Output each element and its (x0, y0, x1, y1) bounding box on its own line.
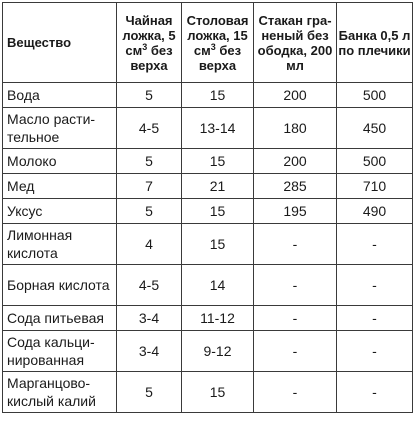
measures-table (2, 2, 413, 413)
table-row (3, 83, 413, 108)
cell-tablespoon: 15 (182, 224, 254, 265)
cell-teaspoon: 5 (117, 83, 182, 108)
header-teaspoon-tail: без верха (130, 42, 173, 73)
cell-substance: Сода питьевая (3, 306, 117, 331)
header-teaspoon (117, 3, 182, 83)
header-tablespoon-sup: 3 (210, 41, 216, 52)
header-tablespoon (182, 3, 254, 83)
cell-jar: 450 (337, 108, 413, 149)
cell-jar: - (337, 224, 413, 265)
header-teaspoon-sup: 3 (142, 41, 148, 52)
cell-glass: - (254, 306, 337, 331)
cell-tablespoon: 15 (182, 372, 254, 413)
header-substance: Вещество (3, 3, 117, 83)
cell-glass: 195 (254, 199, 337, 224)
cell-teaspoon: 7 (117, 174, 182, 199)
cell-tablespoon: 13-14 (182, 108, 254, 149)
cell-substance: Мед (3, 174, 117, 199)
cell-jar: 710 (337, 174, 413, 199)
cell-substance: Вода (3, 83, 117, 108)
cell-jar: 500 (337, 149, 413, 174)
cell-tablespoon: 15 (182, 149, 254, 174)
table-row (3, 224, 413, 265)
table-row (3, 265, 413, 306)
table-row (3, 149, 413, 174)
cell-teaspoon: 4 (117, 224, 182, 265)
cell-jar: 500 (337, 83, 413, 108)
table-row (3, 331, 413, 372)
cell-glass: - (254, 265, 337, 306)
cell-glass: - (254, 372, 337, 413)
cell-substance: Борная кислота (3, 265, 117, 306)
cell-glass: 200 (254, 149, 337, 174)
cell-tablespoon: 14 (182, 265, 254, 306)
cell-glass: 285 (254, 174, 337, 199)
header-jar: Банка 0,5 л по плечики (337, 3, 413, 83)
cell-teaspoon: 3-4 (117, 306, 182, 331)
cell-tablespoon: 15 (182, 83, 254, 108)
cell-jar: - (337, 372, 413, 413)
cell-teaspoon: 4-5 (117, 108, 182, 149)
cell-jar: - (337, 306, 413, 331)
table-row (3, 108, 413, 149)
header-row (3, 3, 413, 83)
table-row (3, 174, 413, 199)
cell-substance: Лимонная кислота (3, 224, 117, 265)
cell-glass: - (254, 331, 337, 372)
header-glass: Стакан граненый без ободка, 200 мл (254, 3, 337, 83)
header-tablespoon-tail: без верха (198, 42, 242, 73)
cell-substance: Масло растительное (3, 108, 117, 149)
table-row (3, 199, 413, 224)
header-tablespoon-text: Столовая ложка, 15 см (186, 12, 249, 58)
cell-substance: Сода кальцинированная (3, 331, 117, 372)
header-teaspoon-text: Чайная ложка, 5 см (122, 12, 176, 58)
cell-jar: 490 (337, 199, 413, 224)
cell-jar: - (337, 265, 413, 306)
cell-tablespoon: 11-12 (182, 306, 254, 331)
cell-glass: - (254, 224, 337, 265)
cell-teaspoon: 4-5 (117, 265, 182, 306)
table-row (3, 306, 413, 331)
cell-teaspoon: 3-4 (117, 331, 182, 372)
cell-substance: Уксус (3, 199, 117, 224)
cell-substance: Марганцовокислый калий (3, 372, 117, 413)
cell-glass: 200 (254, 83, 337, 108)
cell-tablespoon: 15 (182, 199, 254, 224)
cell-glass: 180 (254, 108, 337, 149)
cell-teaspoon: 5 (117, 199, 182, 224)
cell-teaspoon: 5 (117, 372, 182, 413)
cell-substance: Молоко (3, 149, 117, 174)
table-row (3, 372, 413, 413)
cell-tablespoon: 9-12 (182, 331, 254, 372)
measures-table-container (2, 2, 413, 413)
cell-teaspoon: 5 (117, 149, 182, 174)
cell-jar: - (337, 331, 413, 372)
cell-tablespoon: 21 (182, 174, 254, 199)
